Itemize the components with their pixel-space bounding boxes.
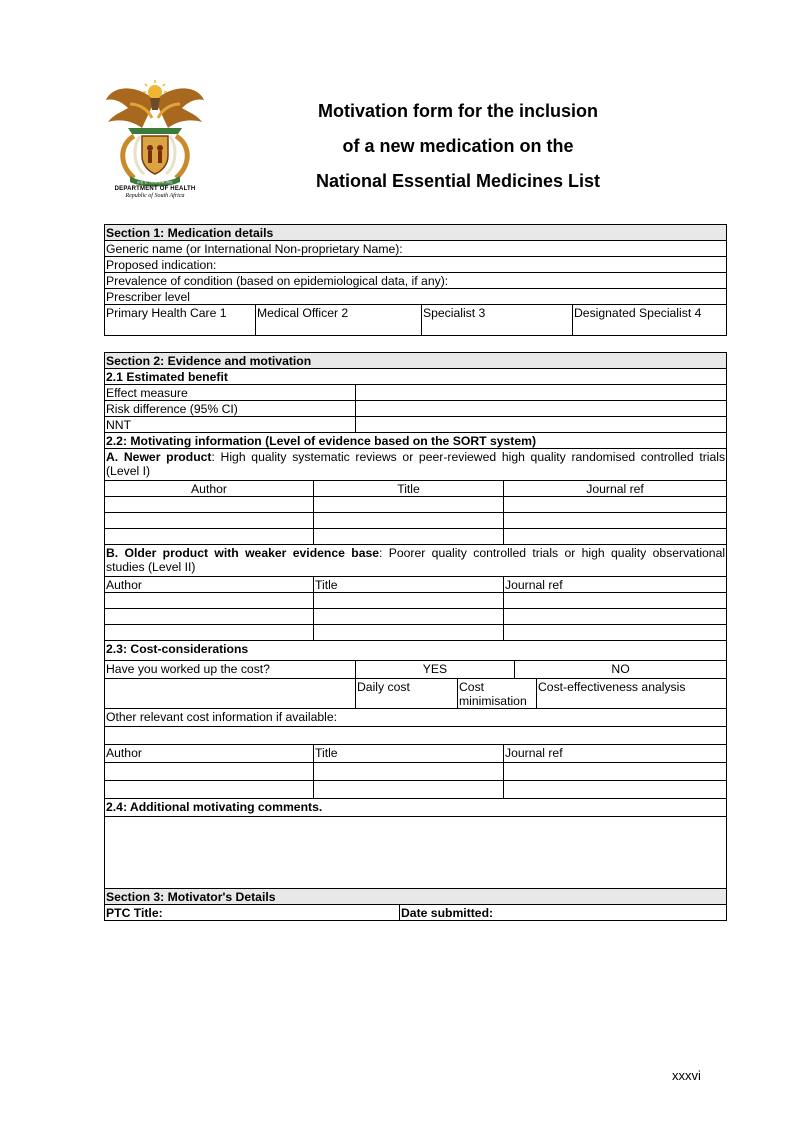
journal-a-row-1[interactable] [504,497,727,513]
col-journal-a: Journal ref [504,481,727,497]
daily-cost-option[interactable]: Daily cost [356,679,458,709]
effect-measure-input[interactable] [356,385,727,401]
journal-c-row-2[interactable] [504,781,727,799]
title-line-2: of a new medication on the [342,136,574,156]
title-c-row-2[interactable] [314,781,504,799]
cost-yes-option[interactable]: YES [356,661,515,679]
additional-comments-input[interactable] [105,817,727,889]
journal-a-row-3[interactable] [504,529,727,545]
additional-comments-heading: 2.4: Additional motivating comments. [105,799,727,817]
department-label [102,186,208,200]
other-cost-info-label: Other relevant cost information if available: [105,709,727,727]
section-1-header: Section 1: Medication details [105,225,727,241]
author-c-row-1[interactable] [105,763,314,781]
author-c-row-2[interactable] [105,781,314,799]
title-line-1: Motivation form for the inclusion [318,101,598,121]
col-title-b: Title [314,577,504,593]
section-1-table [104,224,727,336]
cost-considerations-heading: 2.3: Cost-considerations [105,641,727,661]
title-c-row-1[interactable] [314,763,504,781]
section-3-header: Section 3: Motivator's Details [105,889,727,905]
cost-minimisation-option[interactable]: Cost minimisation [458,679,537,709]
col-title-c: Title [314,745,504,763]
logo-motto: !KE E: /XARRA //KE [137,179,173,185]
nnt-label: NNT [105,417,356,433]
col-author-b: Author [105,577,314,593]
author-b-row-1[interactable] [105,593,314,609]
title-a-row-2[interactable] [314,513,504,529]
motivating-info-heading: 2.2: Motivating information (Level of evidence based on the SORT system) [105,433,727,449]
older-product-label: B. Older product with weaker evidence base [106,546,380,560]
section-2-table [104,352,727,889]
nnt-input[interactable] [356,417,727,433]
republic-name: Republic of South Africa [125,193,185,199]
prescriber-level-label: Prescriber level [105,289,727,305]
newer-product-label: A. Newer product [106,450,212,464]
prescriber-level-3[interactable]: Specialist 3 [422,305,573,336]
col-journal-b: Journal ref [504,577,727,593]
prescriber-level-4[interactable]: Designated Specialist 4 [573,305,727,336]
department-name: DEPARTMENT OF HEALTH [114,186,196,192]
journal-b-row-3[interactable] [504,625,727,641]
title-b-row-2[interactable] [314,609,504,625]
col-journal-c: Journal ref [504,745,727,763]
page-number: xxxvi [672,1068,701,1083]
author-b-row-3[interactable] [105,625,314,641]
journal-c-row-1[interactable] [504,763,727,781]
generic-name-field[interactable]: Generic name (or International Non-proprietary Name): [105,241,727,257]
effect-measure-label: Effect measure [105,385,356,401]
prevalence-field[interactable]: Prevalence of condition (based on epidemiological data, if any): [105,273,727,289]
prescriber-level-1[interactable]: Primary Health Care 1 [105,305,256,336]
journal-b-row-1[interactable] [504,593,727,609]
title-b-row-1[interactable] [314,593,504,609]
author-a-row-2[interactable] [105,513,314,529]
title-a-row-3[interactable] [314,529,504,545]
older-product-description [105,545,727,577]
date-submitted-field[interactable]: Date submitted: [400,905,727,921]
newer-product-text: : High quality systematic reviews or peer-reviewed high quality randomised controlled trials (Level I) [106,450,726,478]
estimated-benefit-heading: 2.1 Estimated benefit [105,369,727,385]
cost-effectiveness-option[interactable]: Cost-effectiveness analysis [537,679,727,709]
worked-cost-question: Have you worked up the cost? [105,661,356,679]
risk-difference-input[interactable] [356,401,727,417]
journal-a-row-2[interactable] [504,513,727,529]
author-b-row-2[interactable] [105,609,314,625]
journal-b-row-2[interactable] [504,609,727,625]
newer-product-description [105,449,727,481]
section-3-table [104,888,727,921]
section-2-header: Section 2: Evidence and motivation [105,353,727,369]
proposed-indication-field[interactable]: Proposed indication: [105,257,727,273]
col-title-a: Title [314,481,504,497]
ptc-title-field[interactable]: PTC Title: [105,905,400,921]
cost-no-option[interactable]: NO [515,661,727,679]
title-a-row-1[interactable] [314,497,504,513]
author-a-row-1[interactable] [105,497,314,513]
title-line-3: National Essential Medicines List [315,171,601,191]
form-title [268,94,648,199]
author-a-row-3[interactable] [105,529,314,545]
col-author-a: Author [105,481,314,497]
cost-type-blank [105,679,356,709]
other-cost-info-input[interactable] [105,727,727,745]
col-author-c: Author [105,745,314,763]
prescriber-level-2[interactable]: Medical Officer 2 [256,305,422,336]
older-product-text: : Poorer quality controlled trials or high quality observational studies (Level II) [106,546,726,574]
risk-difference-label: Risk difference (95% CI) [105,401,356,417]
title-b-row-3[interactable] [314,625,504,641]
